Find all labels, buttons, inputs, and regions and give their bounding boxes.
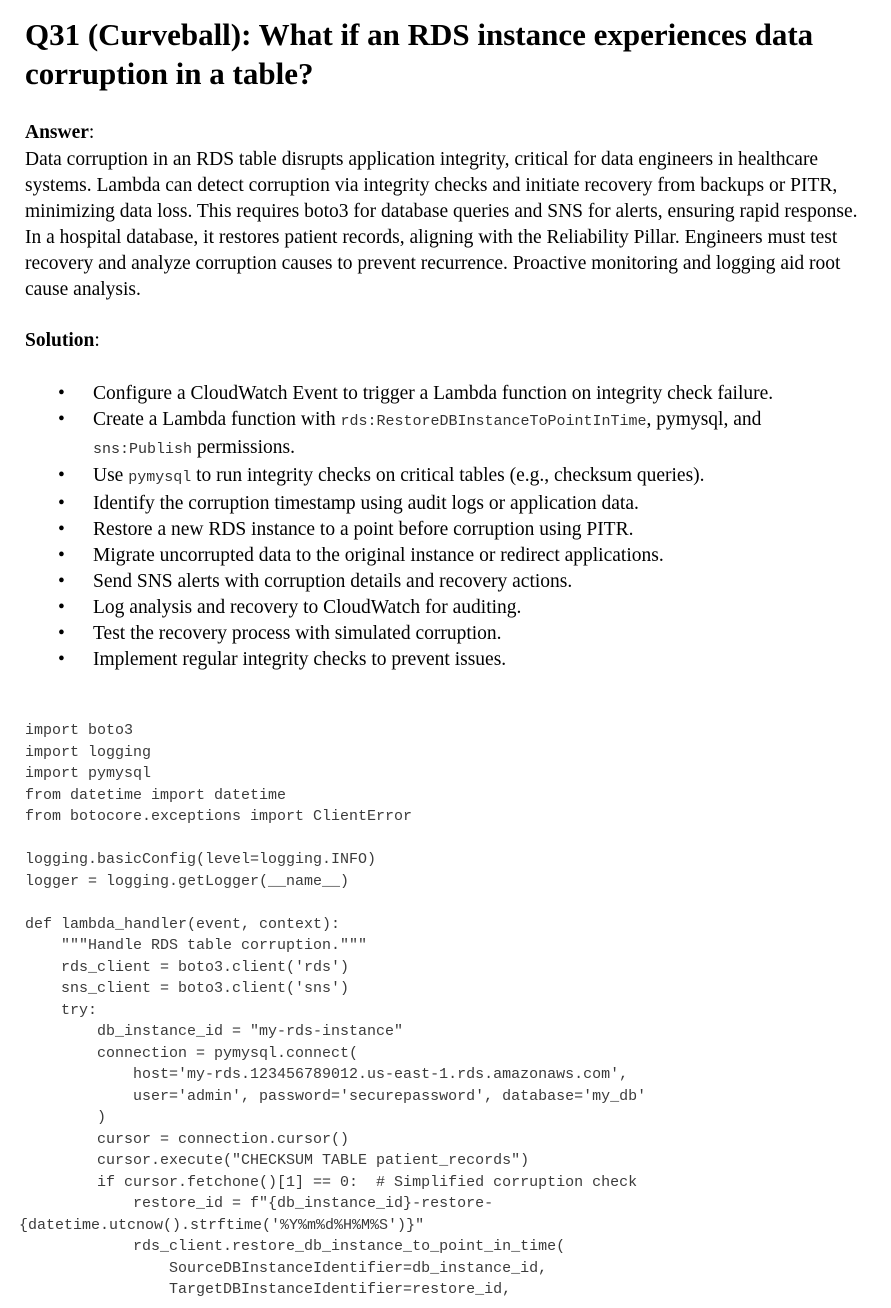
step-text: Configure a CloudWatch Event to trigger a Lambda function on integrity check failure. — [93, 383, 774, 404]
code-line: rds_client.restore_db_instance_to_point_in_time( — [25, 1238, 566, 1255]
code-line: from botocore.exceptions import ClientError — [25, 808, 413, 825]
code-line: try: — [25, 1001, 98, 1019]
code-line: if cursor.fetchone()[1] == 0: # Simplified corruption check — [25, 1173, 638, 1191]
code-line — [25, 828, 646, 850]
list-item — [0, 647, 853, 673]
list-item — [0, 595, 853, 621]
code-line: db_instance_id = "my-rds-instance" — [25, 1023, 404, 1040]
step-text: to run integrity checks on critical tables (e.g., checksum queries). — [191, 465, 705, 486]
list-item — [0, 569, 853, 595]
code-line: rds_client = boto3.client('rds') — [25, 958, 350, 976]
solution-label: Solution — [25, 330, 95, 351]
code-line: """Handle RDS table corruption.""" — [25, 937, 368, 954]
solution-heading — [25, 329, 100, 353]
answer-label: Answer — [25, 122, 89, 143]
code-line: import boto3 — [25, 722, 134, 739]
answer-paragraph: Data corruption in an RDS table disrupts application integrity, critical for data engineers in healthcare systems. Lambda can detect corruption via integrity checks and initiate recovery from backups or PITR, minimizing data loss. This requires boto3 for database queries and SNS for alerts, ensuring rapid response. In a hospital database, it restores patient records, aligning with the Reliability Pillar. Engineers must test recovery and analyze corruption causes to prevent recurrence. Proactive monitoring and logging aid root cause analysis. — [25, 149, 858, 300]
list-item — [0, 491, 853, 517]
bullet-icon: • — [58, 649, 65, 670]
list-item — [0, 543, 853, 569]
step-text: , pymysql, and — [646, 409, 762, 430]
code-line: cursor = connection.cursor() — [25, 1130, 350, 1148]
answer-colon: : — [88, 122, 95, 143]
code-line: logger = logging.getLogger(__name__) — [25, 872, 350, 890]
list-item — [0, 381, 853, 407]
bullet-icon: • — [58, 545, 65, 566]
step-text: Use — [93, 465, 129, 486]
code-line: import pymysql — [25, 765, 152, 782]
step-text: Restore a new RDS instance to a point before corruption using PITR. — [93, 519, 634, 540]
step-text: Log analysis and recovery to CloudWatch for auditing. — [93, 597, 522, 618]
code-line: connection = pymysql.connect( — [25, 1044, 359, 1062]
code-line: restore_id = f"{db_instance_id}-restore- — [25, 1195, 494, 1212]
code-line: TargetDBInstanceIdentifier=restore_id, — [25, 1281, 512, 1298]
bullet-icon: • — [58, 571, 65, 592]
step-text: Implement regular integrity checks to prevent issues. — [93, 649, 507, 670]
code-line: import logging — [25, 743, 152, 761]
code-block — [19, 720, 647, 1301]
solution-steps-list — [0, 381, 891, 673]
list-item — [0, 621, 853, 647]
code-line — [25, 892, 646, 914]
step-text: Migrate uncorrupted data to the original instance or redirect applications. — [93, 545, 664, 566]
inline-code: pymysql — [128, 469, 192, 486]
code-line: cursor.execute("CHECKSUM TABLE patient_records") — [25, 1152, 530, 1169]
step-text: Create a Lambda function with — [93, 409, 341, 430]
inline-code: rds:RestoreDBInstanceToPointInTime — [340, 413, 647, 430]
bullet-icon: • — [58, 519, 65, 540]
bullet-icon: • — [58, 493, 65, 514]
answer-heading — [25, 121, 94, 145]
list-item — [0, 463, 853, 491]
question-title: Q31 (Curveball): What if an RDS instance experiences data corruption in a table? — [25, 17, 814, 91]
code-line: SourceDBInstanceIdentifier=db_instance_id, — [25, 1259, 548, 1277]
bullet-icon: • — [58, 383, 65, 404]
code-line: def lambda_handler(event, context): — [25, 915, 341, 933]
bullet-icon: • — [58, 465, 65, 486]
bullet-icon: • — [58, 597, 65, 618]
code-line: from datetime import datetime — [25, 786, 287, 804]
bullet-icon: • — [58, 623, 65, 644]
list-item — [0, 517, 853, 543]
code-line: {datetime.utcnow().strftime('%Y%m%d%H%M%S')}" — [19, 1216, 425, 1234]
step-text: Identify the corruption timestamp using audit logs or application data. — [93, 493, 639, 514]
solution-colon: : — [94, 330, 100, 351]
code-line: ) — [25, 1109, 107, 1126]
inline-code: sns:Publish — [93, 441, 193, 458]
step-text: Test the recovery process with simulated corruption. — [93, 623, 502, 644]
code-line: host='my-rds.123456789012.us-east-1.rds.amazonaws.com', — [25, 1066, 629, 1083]
step-text: Send SNS alerts with corruption details and recovery actions. — [93, 571, 573, 592]
list-item — [0, 407, 853, 463]
bullet-icon: • — [58, 409, 65, 430]
code-line: sns_client = boto3.client('sns') — [25, 980, 350, 997]
code-line: user='admin', password='securepassword', database='my_db' — [25, 1087, 647, 1105]
step-text: permissions. — [192, 437, 295, 458]
code-line: logging.basicConfig(level=logging.INFO) — [25, 851, 377, 868]
